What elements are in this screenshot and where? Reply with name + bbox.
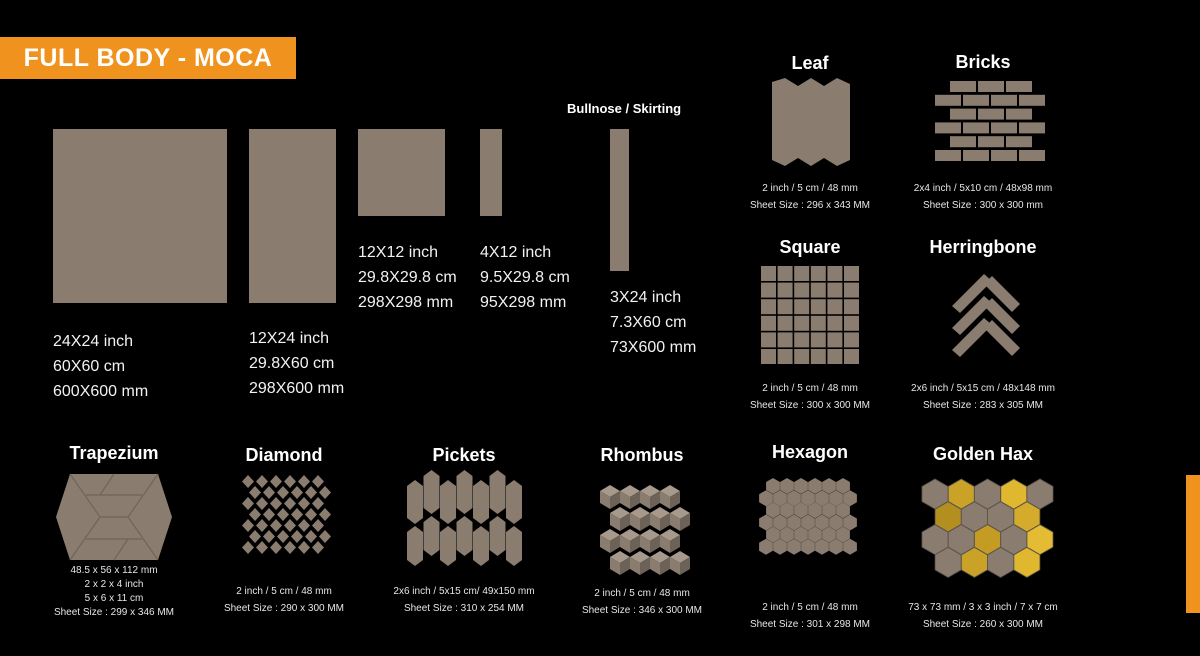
rhombus-spec bbox=[562, 585, 722, 619]
rhombus-title: Rhombus bbox=[600, 445, 684, 465]
side-accent-bar bbox=[1186, 475, 1200, 613]
pickets-mosaic-icon bbox=[407, 470, 523, 564]
size-line: 60X60 cm bbox=[53, 358, 126, 375]
page-title: FULL BODY - MOCA bbox=[23, 43, 273, 72]
pickets-spec bbox=[384, 583, 544, 617]
spec-line: Sheet Size : 260 x 300 MM bbox=[922, 619, 1044, 630]
spec-line: 2 x 2 x 4 inch bbox=[84, 579, 144, 590]
size-line: 9.5X29.8 cm bbox=[480, 269, 570, 286]
bricks-spec bbox=[903, 180, 1063, 214]
herringbone-spec bbox=[898, 380, 1068, 414]
page-title-banner bbox=[0, 37, 296, 79]
tile-4x12-sizes bbox=[480, 240, 570, 315]
square-mosaic-icon bbox=[761, 266, 861, 366]
spec-line: 73 x 73 mm / 3 x 3 inch / 7 x 7 cm bbox=[908, 602, 1058, 613]
leaf-spec bbox=[730, 180, 890, 214]
tile-24x24 bbox=[53, 129, 227, 303]
hexagon-title: Hexagon bbox=[771, 442, 849, 462]
spec-line: 2 inch / 5 cm / 48 mm bbox=[762, 183, 858, 194]
tile-12x12-sizes bbox=[358, 240, 457, 315]
spec-line: 2 inch / 5 cm / 48 mm bbox=[762, 383, 858, 394]
square-spec bbox=[730, 380, 890, 414]
herringbone-mosaic-icon bbox=[948, 274, 1020, 354]
leaf-title: Leaf bbox=[791, 53, 829, 73]
tile-3x24-bullnose bbox=[610, 129, 629, 271]
golden-hax-mosaic-icon bbox=[925, 482, 1043, 578]
bricks-mosaic-icon bbox=[937, 81, 1031, 163]
size-line: 24X24 inch bbox=[53, 333, 134, 350]
pickets-title: Pickets bbox=[432, 445, 496, 465]
spec-line: Sheet Size : 301 x 298 MM bbox=[749, 619, 871, 630]
square-title: Square bbox=[779, 237, 841, 257]
spec-line: 2x4 inch / 5x10 cm / 48x98 mm bbox=[913, 183, 1053, 194]
herringbone-title: Herringbone bbox=[929, 237, 1037, 257]
size-line: 29.8X29.8 cm bbox=[358, 269, 457, 286]
size-line: 29.8X60 cm bbox=[249, 355, 335, 372]
size-line: 600X600 mm bbox=[53, 383, 149, 400]
trapezium-spec bbox=[34, 564, 194, 620]
spec-line: 48.5 x 56 x 112 mm bbox=[70, 565, 158, 576]
spec-line: 2x6 inch / 5x15 cm / 48x148 mm bbox=[911, 383, 1055, 394]
size-line: 298X298 mm bbox=[358, 294, 454, 311]
spec-line: Sheet Size : 283 x 305 MM bbox=[922, 400, 1044, 411]
spec-line: Sheet Size : 296 x 343 MM bbox=[749, 200, 871, 211]
hexagon-spec bbox=[730, 599, 890, 633]
tile-4x12 bbox=[480, 129, 502, 216]
tile-3x24-sizes bbox=[610, 285, 696, 360]
bullnose-label: Bullnose / Skirting bbox=[567, 101, 682, 116]
tile-12x12 bbox=[358, 129, 445, 216]
size-line: 12X24 inch bbox=[249, 330, 330, 347]
trapezium-title: Trapezium bbox=[69, 443, 159, 463]
leaf-mosaic-icon bbox=[772, 78, 850, 168]
spec-line: Sheet Size : 290 x 300 MM bbox=[223, 603, 345, 614]
diamond-mosaic-icon bbox=[241, 474, 329, 554]
golden-hax-spec bbox=[898, 599, 1068, 633]
spec-line: 2 inch / 5 cm / 48 mm bbox=[762, 602, 858, 613]
spec-line: 2 inch / 5 cm / 48 mm bbox=[594, 588, 690, 599]
spec-line: 2 inch / 5 cm / 48 mm bbox=[236, 586, 332, 597]
spec-line: Sheet Size : 299 x 346 MM bbox=[53, 607, 175, 618]
tile-12x24-sizes bbox=[249, 326, 344, 401]
size-line: 7.3X60 cm bbox=[610, 314, 687, 331]
spec-line: Sheet Size : 310 x 254 MM bbox=[403, 603, 525, 614]
size-line: 298X600 mm bbox=[249, 380, 345, 397]
size-line: 12X12 inch bbox=[358, 244, 439, 261]
spec-line: Sheet Size : 300 x 300 MM bbox=[749, 400, 871, 411]
tile-12x24 bbox=[249, 129, 336, 303]
bricks-title: Bricks bbox=[955, 52, 1011, 72]
golden-hax-title: Golden Hax bbox=[932, 444, 1034, 464]
size-line: 95X298 mm bbox=[480, 294, 567, 311]
diamond-title: Diamond bbox=[245, 445, 323, 465]
spec-line: Sheet Size : 346 x 300 MM bbox=[581, 605, 703, 616]
spec-line: Sheet Size : 300 x 300 mm bbox=[922, 200, 1044, 211]
size-line: 4X12 inch bbox=[480, 244, 552, 261]
hexagon-mosaic-icon bbox=[758, 478, 866, 570]
size-line: 73X600 mm bbox=[610, 339, 697, 356]
size-line: 3X24 inch bbox=[610, 289, 682, 306]
tile-24x24-sizes bbox=[53, 329, 148, 404]
spec-line: 2x6 inch / 5x15 cm/ 49x150 mm bbox=[393, 586, 535, 597]
rhombus-mosaic-icon bbox=[600, 485, 686, 577]
spec-line: 5 x 6 x 11 cm bbox=[84, 593, 144, 604]
diamond-spec bbox=[204, 583, 364, 617]
trapezium-mosaic-icon bbox=[56, 474, 172, 560]
